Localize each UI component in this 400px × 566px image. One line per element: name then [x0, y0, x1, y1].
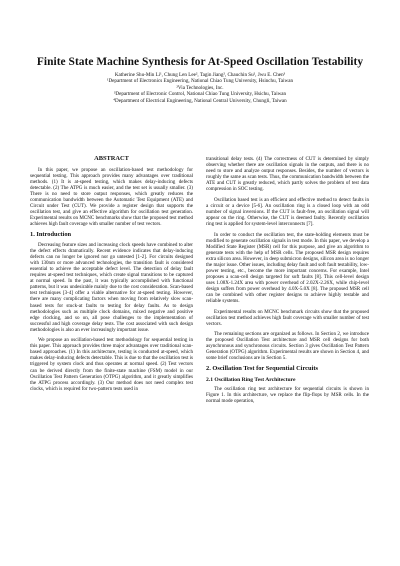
section-2-heading: 2. Oscillation Test for Sequential Circuits [206, 364, 318, 372]
right-paragraph-4: Experimental results on MCNC benchmark circuits show that the proposed oscillation test method achieves high fault coverage with smaller number of test vectors. [206, 308, 369, 327]
left-column [30, 156, 193, 409]
affiliation-3: ³Department of Electronic Control, National Chiao Tung University, Hsichu, Taiwan [113, 91, 287, 98]
affiliation-1: ¹Department of Electronics Engineering, National Chiao Tung University, Hsinchu, Taiwan [106, 78, 294, 85]
paper-title: Finite State Machine Synthesis for At-Speed Oscillation Testability [36, 56, 364, 68]
right-paragraph-5: The remaining sections are organized as follows. In Section 2, we introduce the proposed Oscillation Test architecture and MSR cell designs for both asynchronous and synchronous circuits. Section 3 gives Oscillation Test Pattern Generation (OTPG) algorithm. Experimental results are shown in Section 4, and some brief conclusions are in Section 5. [206, 331, 369, 362]
right-paragraph-1: transitional delay tests. (4) The correctness of CUT is determined by simply observing whether there are oscillation signals in the outputs, and there is no need to store and analyze output responses. Besides, the number of vectors is roughly the same as scan tests. Thus, the communication bandwidth between the ATE and CUT is greatly reduced, which partly solves the problem of test data compression in SOC testing. [206, 156, 369, 193]
abstract-text: In this paper, we propose an oscillation-based test methodology for sequential testing. This approach provides many advantages over traditional methods. (1) It is at-speed testing, which makes delay-inducing defects detectable. (2) The ATPG is much easier, and the test set is usually smaller. (3) There is no need to store output responses, which greatly reduces the communication bandwidth between the Automatic Test Equipment (ATE) and Circuit under Test (CUT). We provide a register design that supports the oscillation test, and give an effective algorithm for oscillation test generation. Experimental results on MCNC benchmarks show that the proposed test method achieves high fault coverage with smaller number of test vectors. [30, 167, 193, 228]
right-paragraph-3: In order to conduct the oscillation test, the state-holding elements must be modified to generate oscillation signals in test mode. In this paper, we develop a Modified State Register (MSR) cell for this purpose, and give an algorithm to generate tests with the help of MSR cells. The proposed MSR design requires extra silicon area. However, in deep submicron designs, silicon area is no longer the major issue. Other issues, including delay fault and soft fault testability, low-power testing, etc., become the more important concerns. For example, Intel proposes a scan-cell design targeted for soft faults [8]. This cell-level design uses 1.08X-1.24X area with power overhead of 2.02X-2.26X, while chip-level design suffers from power overhead by 4.0X-5.0X [8]. The proposed MSR cell can be combined with other register designs to achieve highly testable and reliable systems. [206, 231, 369, 305]
right-paragraph-2: Oscillation based test is an efficient and effective method to detect faults in a circuit or a device [5-6]. An oscillation ring is a closed loop with an odd number of signal inversions. If the CUT is fault-free, an oscillation signal will appear on the ring. Otherwise, the CUT is deemed faulty. Recently oscillation ring test is applied for system-level interconnects [7]. [206, 196, 369, 227]
affiliation-2: ²Via Technologies, Inc. [176, 84, 224, 91]
author-list: Katherine Shu-Min Li¹, Chung Len Lee², Tagin Jiang², Chauchin Su², Jwu E. Chen³ [114, 72, 286, 78]
section-1-paragraph-1: Decreasing feature sizes and increasing clock speeds have combined to alter the defect effects dramatically. Recent evidence indicates that delay-inducing defects can no longer be ignored nor go untested [1-2]. For circuits designed with 130nm or more advanced technologies, the transition fault is considered essential to achieve the acceptable defect level. The detection of delay fault requires at-speed test techniques, which create signal transitions to be captured at normal speed. In the past, it was typically accomplished with functional patterns, but it was undesirable mainly due to the cost consideration. Scan-based test techniques [3-4] offer a viable alternative for at-speed testing. However, there are many complicating factors when moving from relatively slow scan-based tests for stuck-at faults to testing for delay faults. As to design methodologies such as multiple clock domains, mixed negative and positive edge clocking, and so on, all pose challenges to the implementation of successful and high coverage delay tests. The cost associated with such design methodologies is also an ever increasingly important issue. [30, 242, 193, 333]
right-column [206, 156, 369, 409]
section-2-1-heading: 2.1 Oscillation Ring Test Architecture [206, 377, 296, 383]
section-2-1-paragraph-1: The oscillation ring test architecture for sequential circuits is shown in Figure 1. In this architecture, we replace the flip-flops by MSR cells. In the normal mode operation, [206, 386, 369, 405]
section-1-heading: 1. Introduction [30, 231, 72, 239]
section-1-paragraph-2: We propose an oscillation-based test methodology for sequential testing in this paper. This approach provides three major advantages over traditional scan-based approaches. (1) In this architecture, testing is conducted at-speed, which makes delay-inducing defects detectable. This is due to that the oscillation test is triggered by system clock and thus operates at normal speed. (2) Test vectors can be derived directly from the finite-state machine (FSM) model in our Oscillation Test Pattern Generation (OTPG) algorithm, and it greatly simplifies the ATPG process accordingly. (3) Our method does not need complex test clocks, which is required for two-pattern tests used in [30, 337, 193, 392]
affiliation-4: ⁴Department of Electrical Engineering, National Central University, Chungli, Taiwan [113, 97, 287, 104]
two-column-body [30, 156, 370, 409]
abstract-heading: ABSTRACT [94, 155, 129, 162]
